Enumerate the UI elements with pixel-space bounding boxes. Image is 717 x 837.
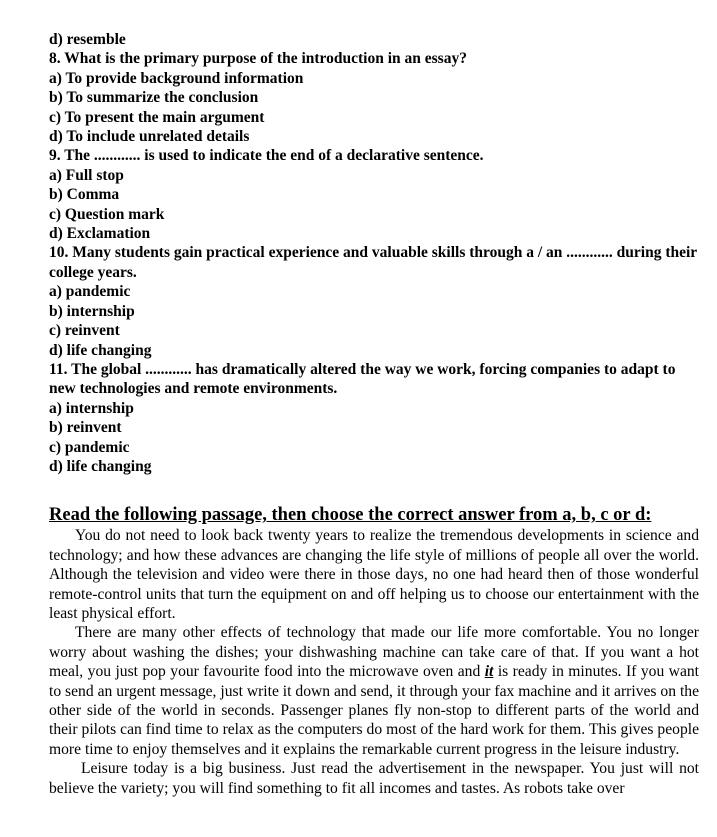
question-stem: 9. The ............ is used to indicate the end of a declarative sentence. (49, 147, 484, 165)
option-a: a) Full stop (49, 166, 124, 184)
passage-paragraph-3: Leisure today is a big business. Just read the advertisement in the newspaper. You just will not believe the variety; you will find something to fit all incomes and tastes. As robots take over (49, 760, 699, 797)
option-c: c) Question mark (49, 205, 165, 223)
option-c: c) To present the main argument (49, 108, 265, 126)
option-c: c) reinvent (49, 322, 120, 340)
emphasized-word: it (484, 663, 494, 681)
option-b: b) Comma (49, 186, 120, 204)
question-11 (49, 360, 699, 476)
option-b: b) reinvent (49, 419, 122, 437)
option-d: d) life changing (49, 341, 152, 359)
worksheet-page (49, 30, 699, 798)
option-c: c) pandemic (49, 438, 130, 456)
question-9 (49, 146, 699, 243)
option-b: b) To summarize the conclusion (49, 89, 259, 107)
prev-question-option-d: d) resemble (49, 31, 126, 48)
question-8 (49, 49, 699, 146)
option-a: a) To provide background information (49, 69, 304, 87)
reading-passage (49, 526, 699, 798)
passage-paragraph-1: You do not need to look back twenty years to realize the tremendous developments in science and technology; and how these advances are changing the life style of millions of people all over the world. Although the television and video were there in those days, no one had heard then of those wonderful remote-control units that turn the equipment on and off helping us to choose our entertainment with the least physical effort. (49, 527, 699, 622)
passage-paragraph-2 (49, 623, 699, 759)
paragraph-2-text-start: There are many other effects of technology that made our life more comfortable. You no longer worry about washing the dishes; your dishwashing machine can take care of that. If you want a hot meal, you just pop your favourite food into the microwave oven and (49, 624, 699, 681)
option-d: d) Exclamation (49, 225, 151, 243)
option-d: d) To include unrelated details (49, 128, 250, 146)
option-a: a) internship (49, 399, 134, 417)
option-b: b) internship (49, 302, 135, 320)
paragraph-2-text-end: is ready in minutes. If you want to send an urgent message, just write it down and send, it through your fax machine and it arrives on the other side of the world in seconds. Passenger planes fly non-stop to different parts of the world and their pilots can find time to relax as the computers do most of the hard work for them. This gives people more time to enjoy themselves and it explains the remarkable current progress in the leisure industry. (49, 663, 699, 758)
question-stem: 10. Many students gain practical experience and valuable skills through a / an ............ during their college years. (49, 244, 697, 281)
question-stem: 11. The global ............ has dramatically altered the way we work, forcing companies to adapt to new technologies and remote environments. (49, 360, 676, 398)
question-stem: 8. What is the primary purpose of the introduction in an essay? (49, 50, 467, 68)
option-d: d) life changing (49, 457, 152, 475)
option-a: a) pandemic (49, 283, 131, 301)
reading-heading: Read the following passage, then choose the correct answer from a, b, c or d: (49, 505, 652, 526)
question-10 (49, 243, 699, 359)
